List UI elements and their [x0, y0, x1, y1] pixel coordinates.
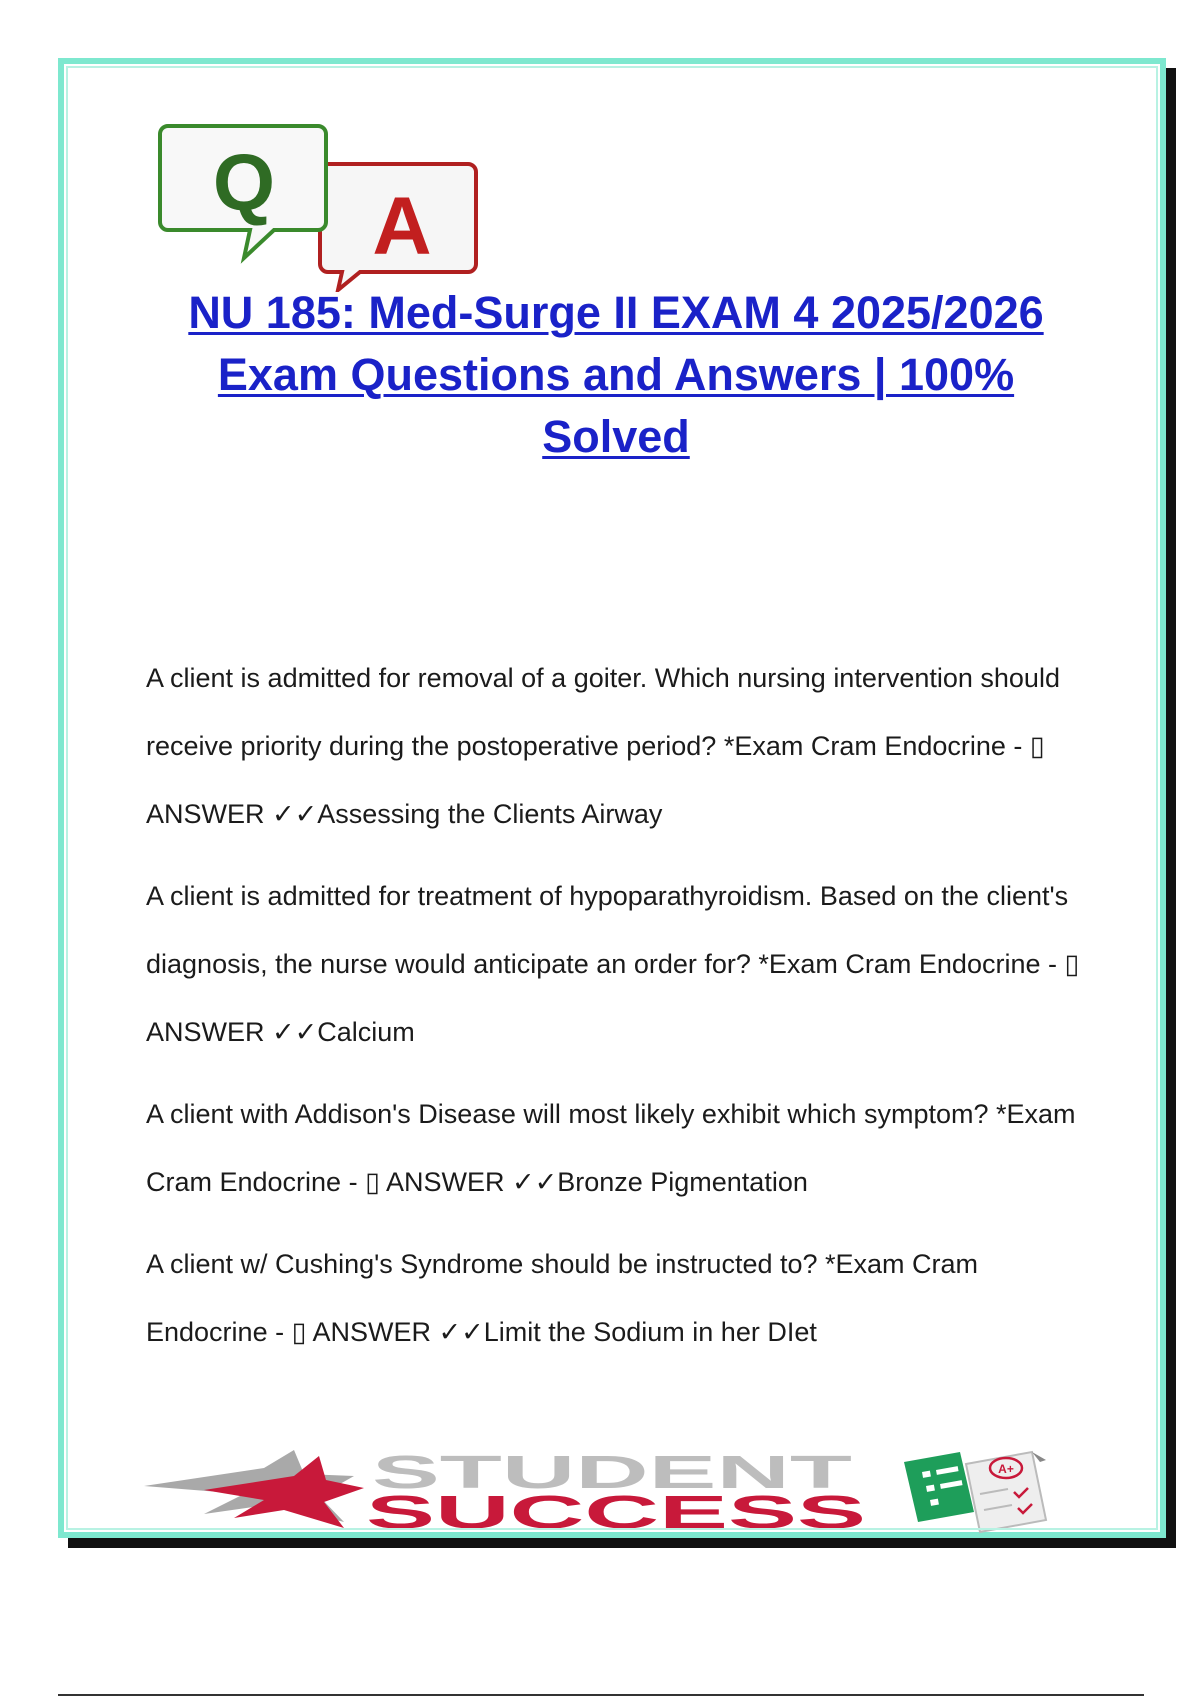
answer-tag: ▯ ANSWER ✓✓: [146, 731, 1045, 829]
title-line-3: Solved: [542, 411, 690, 462]
answer-tag: ▯ ANSWER ✓✓: [365, 1167, 558, 1197]
title-line-2: Exam Questions and Answers | 100%: [217, 349, 1015, 400]
document-title[interactable]: [124, 282, 1108, 468]
student-success-logo: [144, 1444, 1104, 1534]
title-line-1: NU 185: Med-Surge II EXAM 4 2025/2026: [188, 287, 1044, 338]
qa-item-3: [146, 1080, 1096, 1216]
graded-paper-icon: [966, 1452, 1046, 1532]
footer-success-text: SUCCESS: [366, 1486, 866, 1534]
qa-item-2: [146, 862, 1096, 1066]
qa-item-1: [146, 644, 1096, 848]
grade-badge-text: A+: [998, 1462, 1014, 1476]
answer-text: Assessing the Clients Airway: [317, 799, 663, 829]
question-text: A client is admitted for removal of a goiter. Which nursing intervention should receive priority during the postoperative period? *Exam Cram Endocrine -: [146, 663, 1060, 761]
answer-text: Limit the Sodium in her DIet: [483, 1317, 817, 1347]
question-text: A client is admitted for treatment of hypoparathyroidism. Based on the client's diagnosis, the nurse would anticipate an order for? *Exam Cram Endocrine -: [146, 881, 1069, 979]
footer-student-text: STUDENT: [372, 1446, 852, 1498]
qa-list: [146, 644, 1096, 1380]
answer-text: Calcium: [317, 1017, 415, 1047]
question-letter: Q: [212, 138, 276, 227]
answer-tag: ▯ ANSWER ✓✓: [291, 1317, 484, 1347]
answer-letter: A: [372, 181, 432, 272]
page-bottom-rule: [58, 1694, 1144, 1696]
question-text: A client w/ Cushing's Syndrome should be instructed to? *Exam Cram Endocrine -: [146, 1249, 979, 1347]
question-text: A client with Addison's Disease will most likely exhibit which symptom? *Exam Cram Endocrine -: [146, 1099, 1076, 1197]
page-frame: [58, 58, 1166, 1538]
qa-item-4: [146, 1230, 1096, 1366]
spreadsheet-icon: [904, 1452, 974, 1522]
answer-tag: ▯ ANSWER ✓✓: [146, 949, 1080, 1047]
qa-logo: [156, 92, 486, 292]
answer-text: Bronze Pigmentation: [557, 1167, 808, 1197]
